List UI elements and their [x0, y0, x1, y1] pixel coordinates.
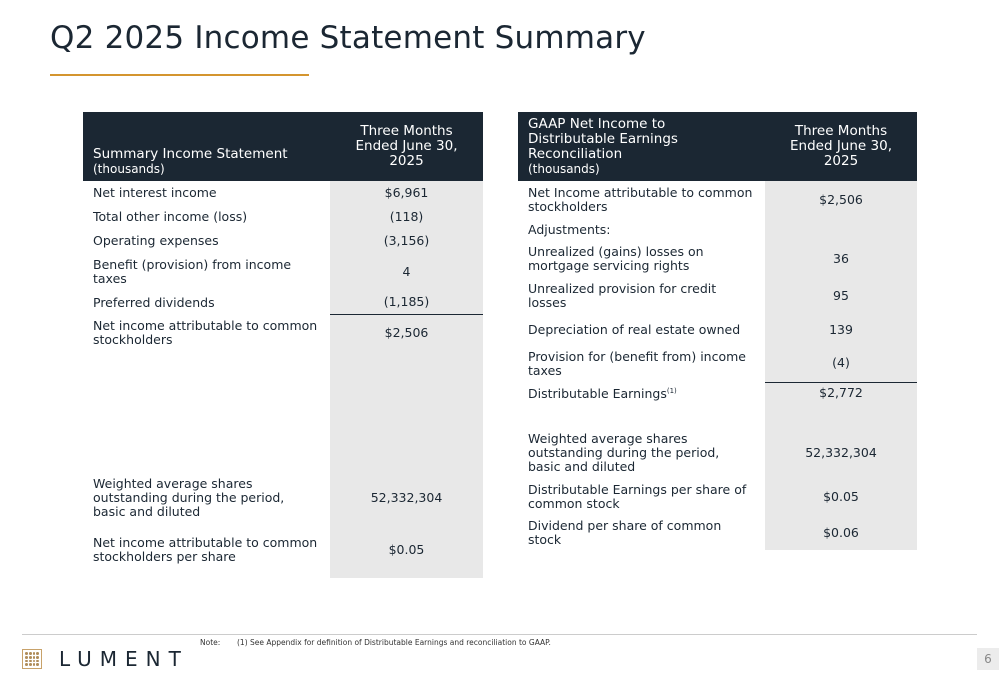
table-row: [83, 314, 483, 352]
row-value: 36: [765, 240, 917, 278]
footnote-marker: (1): [666, 387, 677, 396]
row-value: (118): [330, 205, 483, 229]
header-title: Summary Income Statement: [93, 146, 288, 162]
page-title: Q2 2025 Income Statement Summary: [50, 20, 646, 56]
row-label: [518, 382, 765, 404]
table-row: [83, 181, 483, 205]
note-label: Note:: [200, 638, 221, 647]
row-label: Operating expenses: [93, 233, 219, 248]
distributable-earnings-reconciliation-table: [518, 112, 917, 550]
row-value: $6,961: [330, 181, 483, 205]
row-label: Benefit (provision) from income taxes: [93, 257, 292, 286]
table-row: [83, 229, 483, 253]
row-value: 52,332,304: [765, 427, 917, 479]
page-number: 6: [977, 648, 999, 670]
table-row: [518, 314, 917, 345]
table-row: [83, 291, 483, 314]
row-value: $2,506: [765, 181, 917, 219]
row-label: Net Income attributable to common stockholders: [528, 185, 753, 214]
row-value: (3,156): [330, 229, 483, 253]
row-value: $0.06: [765, 515, 917, 550]
row-value: (1,185): [330, 291, 483, 314]
period-header: Three Months Ended June 30, 2025: [765, 112, 917, 181]
table-row: [83, 205, 483, 229]
row-value: $2,506: [330, 314, 483, 352]
table-row: [518, 382, 917, 404]
table-row: [83, 253, 483, 291]
row-label: Weighted average shares outstanding during the period, basic and diluted: [93, 475, 285, 519]
table-row: [518, 427, 917, 479]
row-value: $0.05: [330, 522, 483, 578]
table-row: [518, 515, 917, 550]
header-units: (thousands): [528, 162, 600, 176]
row-value: 139: [765, 314, 917, 345]
row-label: Depreciation of real estate owned: [528, 321, 741, 337]
title-accent-rule: [50, 74, 309, 76]
row-label: Preferred dividends: [93, 294, 215, 310]
footer-divider: [22, 634, 977, 635]
row-label: Adjustments:: [528, 221, 611, 237]
table-row: [518, 278, 917, 314]
note-text: (1) See Appendix for definition of Distributable Earnings and reconciliation to GAAP.: [237, 638, 551, 647]
logo-grid-icon: [22, 649, 42, 669]
summary-income-statement-table: [83, 112, 483, 578]
row-label: Net income attributable to common stockholders: [93, 318, 318, 347]
table-row: [518, 345, 917, 382]
row-label: Dividend per share of common stock: [528, 517, 722, 547]
table-header-label: [518, 112, 765, 181]
row-label: Provision for (benefit from) income taxes: [528, 348, 746, 378]
table-row: [518, 219, 917, 240]
row-label: Weighted average shares outstanding during the period, basic and diluted: [528, 431, 720, 474]
logo-wordmark: LUMENT: [59, 647, 189, 671]
row-label: Net income attributable to common stockholders per share: [93, 535, 318, 564]
row-value: 95: [765, 278, 917, 314]
row-value: $2,772: [765, 382, 917, 404]
spacer-row: [83, 352, 483, 473]
table-header-label: [83, 112, 330, 181]
row-value: $0.05: [765, 479, 917, 515]
row-value: [765, 219, 917, 240]
footnote: [200, 638, 551, 647]
row-value: 4: [330, 253, 483, 291]
table-row: [83, 522, 483, 578]
row-label: Unrealized provision for credit losses: [528, 281, 717, 310]
row-label: Net interest income: [93, 185, 217, 200]
company-logo: [22, 648, 189, 670]
table-row: [518, 181, 917, 219]
row-label: Total other income (loss): [93, 209, 248, 224]
row-value: 52,332,304: [330, 473, 483, 522]
row-label: Distributable Earnings per share of common stock: [528, 482, 747, 511]
row-value: (4): [765, 345, 917, 382]
table-row: [518, 479, 917, 515]
spacer-row: [518, 404, 917, 427]
header-units: (thousands): [93, 162, 165, 176]
period-header: Three Months Ended June 30, 2025: [330, 112, 483, 181]
header-title: GAAP Net Income to Distributable Earnings Reconciliation: [528, 116, 678, 162]
table-row: [83, 473, 483, 522]
row-label-text: Distributable Earnings: [528, 386, 667, 402]
table-row: [518, 240, 917, 278]
row-label: Unrealized (gains) losses on mortgage servicing rights: [528, 244, 704, 273]
